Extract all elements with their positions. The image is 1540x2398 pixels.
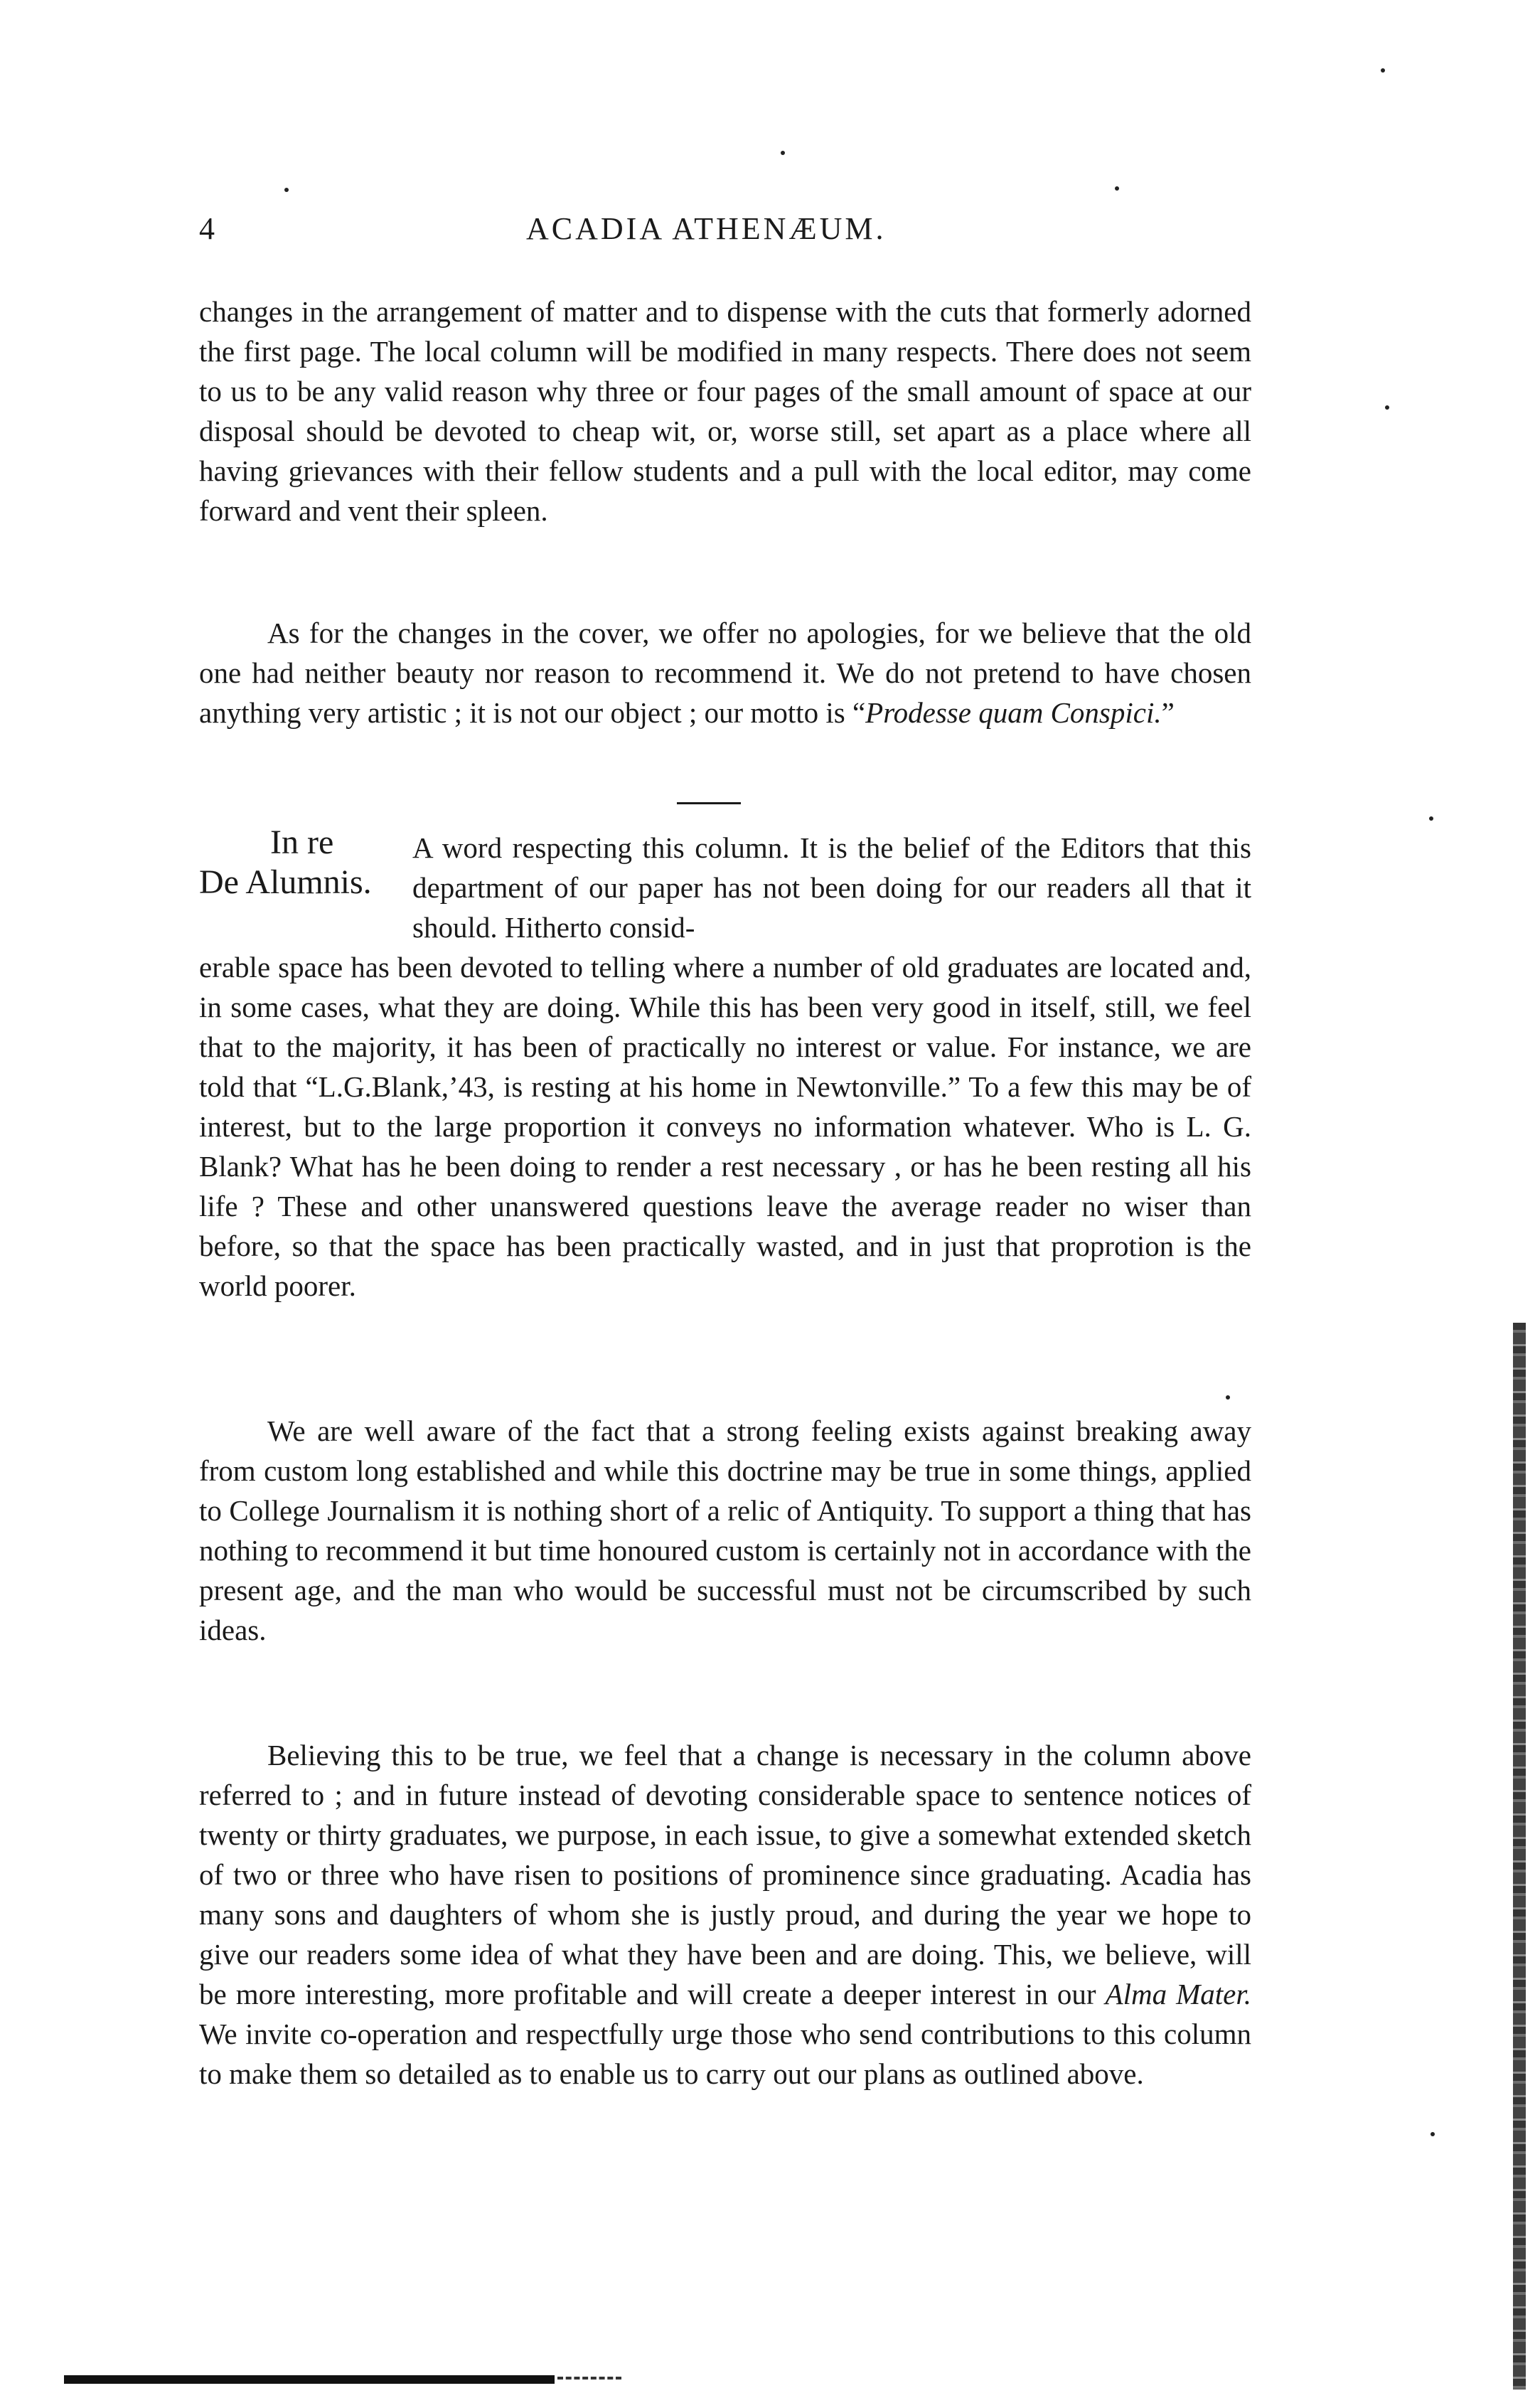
- paragraph-3: erable space has been devoted to telling where a number of old graduates are located and, in some cases, what they are doing. While this has been very good in itself, still, we feel that to the majority, it has been of practically no interest or value. For instance, we are told that “L.G.Blank,’43, is resting at his home in Newtonville.” To a few this may be of interest, but to the large proportion it conveys no information whatever. Who is L. G. Blank? What has he been doing to render a rest necessary , or has he been resting all his life ? These and other unanswered questions leave the average reader no wiser than before, so that the space has been practically wasted, and in just that proprotion is the world poorer.: [199, 951, 1251, 1302]
- scan-artifact-edge: [1513, 1323, 1526, 2389]
- paragraph-5-text: Believing this to be true, we feel that a change is necessary in the column above referred to ; and in future instead of devoting considerable space to sentence notices of twenty or thirty graduates, we purpose, in each issue, to give a somewhat extended sketch of two or three who have risen to positions of prominence since graduating. Acadia has many sons and daughters of whom she is justly proud, and during the year we hope to give our readers some idea of what they have been and are doing. This, we believe, will be more interesting, more profitable and will create a deeper interest in our: [199, 1739, 1251, 2010]
- paragraph-2-text: As for the changes in the cover, we offer no apologies, for we believe that the old one had neither beauty nor reason to recommend it. We do not pretend to have chosen anything very artistic ; it is not our object ; our motto is “: [199, 617, 1251, 729]
- running-title: ACADIA ATHENÆUM.: [526, 211, 887, 246]
- scan-speck: [1381, 68, 1385, 73]
- scan-artifact-bar: [64, 2375, 555, 2384]
- page-header: [199, 211, 1266, 260]
- motto: Prodesse quam Conspici.: [865, 696, 1162, 729]
- sidehead-line-2: De Alumnis.: [199, 863, 372, 901]
- closing-quote: ”: [1161, 696, 1175, 729]
- section-divider: [677, 802, 741, 804]
- page-number: 4: [199, 211, 215, 246]
- section-sidehead: [199, 824, 405, 916]
- scan-speck: [284, 188, 289, 192]
- paragraph-1: changes in the arrangement of matter and to dispense with the cuts that formerly adorned the first page. The local column will be modified in many respects. There does not seem to us to be any valid reason why three or four pages of the small amount of space at our disposal should be devoted to cheap wit, or, worse still, set apart as a place where all having grievances with their fellow students and a pull with the local editor, may come forward and vent their spleen.: [199, 295, 1251, 527]
- scan-speck: [1431, 2132, 1435, 2136]
- scan-speck: [1115, 186, 1119, 191]
- paragraph-3-opening: A word respecting this column. It is the belief of the Editors that this department of our paper has not been doing for our readers all that it should. Hitherto consid-: [412, 831, 1251, 944]
- alma-mater: Alma Mater.: [1105, 1978, 1252, 2010]
- paragraph-5-tail: We invite co-operation and respectfully urge those who send contributions to this column to make them so detailed as to enable us to carry out our plans as outlined above.: [199, 2018, 1251, 2090]
- paragraph-2: [199, 613, 1251, 732]
- scan-speck: [781, 151, 785, 155]
- scan-speck: [1385, 405, 1389, 410]
- scan-speck: [1226, 1395, 1230, 1400]
- scan-artifact-dashes: [557, 2377, 621, 2382]
- paragraph-4: We are well aware of the fact that a strong feeling exists against breaking away from custom long established and while this doctrine may be true in some things, applied to College Journalism it is nothing short of a relic of Antiquity. To support a thing that has nothing to recommend it but time honoured custom is certainly not in accordance with the present age, and the man who would be successful must not be circumscribed by such ideas.: [199, 1414, 1251, 1646]
- scan-speck: [1429, 816, 1433, 821]
- sidehead-line-1: In re: [270, 824, 334, 861]
- paragraph-5: [199, 1735, 1251, 2094]
